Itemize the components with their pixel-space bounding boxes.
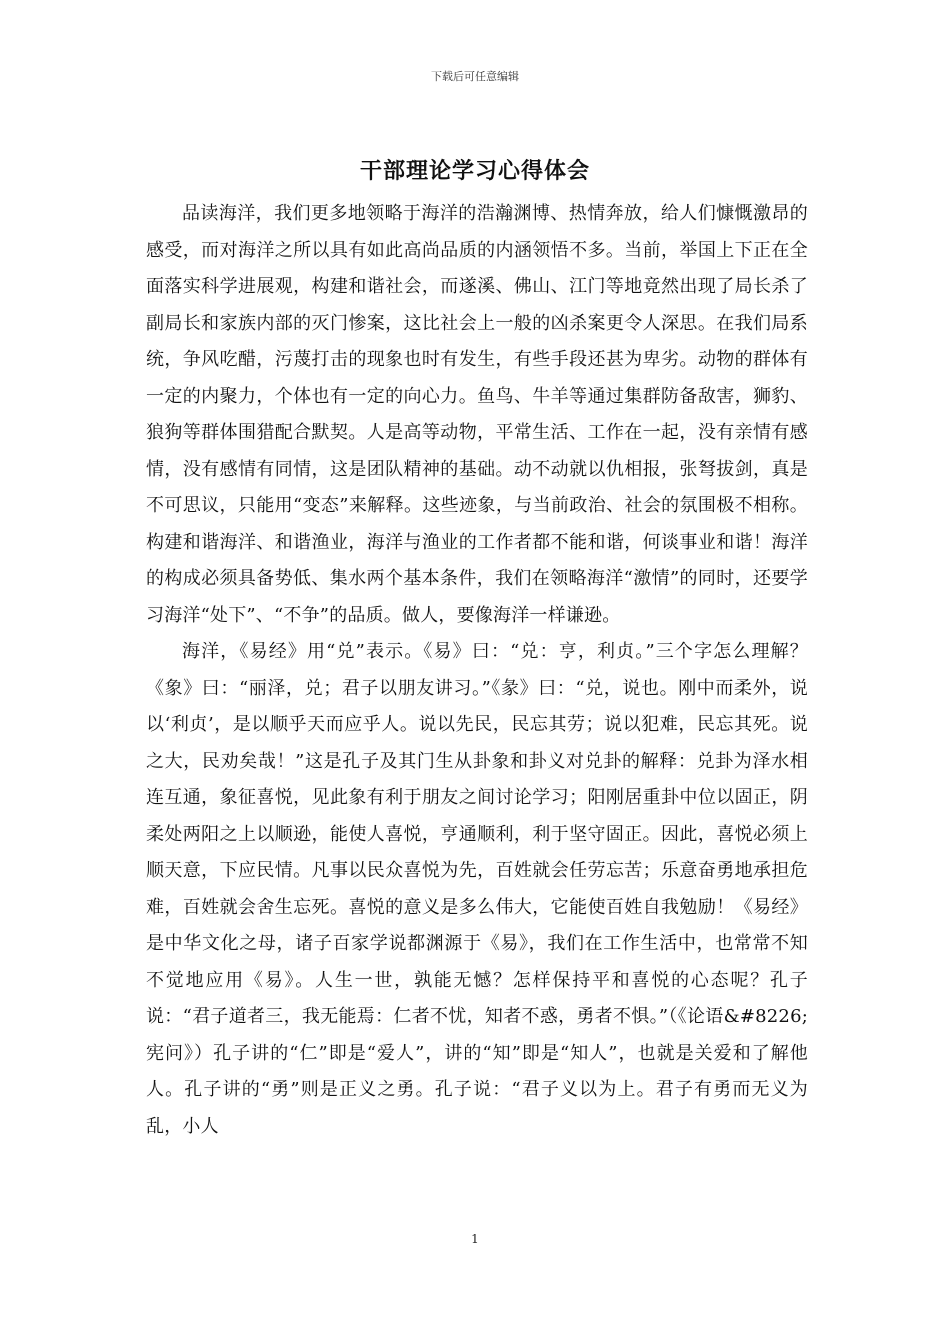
header-note: 下载后可任意编辑 (431, 70, 519, 83)
paragraph: 海洋，《易经》用“兑”表示。《易》曰：“兑：亨，利贞。”三个字怎么理解？《象》曰：“丽泽，兑；君子以朋友讲习。”《彖》曰：“兑，说也。刚中而柔外，说以‘利贞’，是以顺乎天而应乎人。说以先民，民忘其劳；说以犯难，民忘其死。说之大，民劝矣哉！”这是孔子及其门生从卦象和卦义对兑卦的解释：兑卦为泽水相连互通，象征喜悦，见此象有利于朋友之间讨论学习；阳刚居重卦中位以固正，阴柔处两阳之上以顺逊，能使人喜悦，亨通顺利，利于坚守固正。因此，喜悦必须上顺天意，下应民情。凡事以民众喜悦为先，百姓就会任劳忘苦；乐意奋勇地承担危难，百姓就会舍生忘死。喜悦的意义是多么伟大，它能使百姓自我勉励！《易经》是中华文化之母，诸子百家学说都渊源于《易》，我们在工作生活中，也常常不知不觉地应用《易》。人生一世，孰能无憾？怎样保持平和喜悦的心态呢？孔子说：“君子道者三，我无能焉：仁者不忧，知者不惑，勇者不惧。”（《论语&#8226;宪问》）孔子讲的“仁”即是“爱人”，讲的“知”即是“知人”，也就是关爱和了解他人。孔子讲的“勇”则是正义之勇。孔子说：“君子义以为上。君子有勇而无义为乱，小人 (146, 641, 808, 1137)
document-title: 干部理论学习心得体会 (359, 159, 590, 184)
paragraph: 品读海洋，我们更多地领略于海洋的浩瀚渊博、热情奔放，给人们慷慨激昂的感受，而对海洋之所以具有如此高尚品质的内涵领悟不多。当前，举国上下正在全面落实科学进展观，构建和谐社会，而遂溪、佛山、江门等地竟然出现了局长杀了副局长和家族内部的灭门惨案，这比社会上一般的凶杀案更令人深思。在我们局系统，争风吃醋，污蔑打击的现象也时有发生，有些手段还甚为卑劣。动物的群体有一定的内聚力，个体也有一定的向心力。鱼鸟、牛羊等通过集群防备敌害，狮豹、狼狗等群体围猎配合默契。人是高等动物，平常生活、工作在一起，没有亲情有感情，没有感情有同情，这是团队精神的基础。动不动就以仇相报，张弩拔剑，真是不可思议，只能用“变态”来解释。这些迹象，与当前政治、社会的氛围极不相称。构建和谐海洋、和谐渔业，海洋与渔业的工作者都不能和谐，何谈事业和谐！海洋的构成必须具备势低、集水两个基本条件，我们在领略海洋“激情”的同时，还要学习海洋“处下”、“不争”的品质。做人，要像海洋一样谦逊。 (146, 203, 808, 626)
document-body (146, 196, 808, 1145)
page-number: 1 (471, 1232, 479, 1246)
